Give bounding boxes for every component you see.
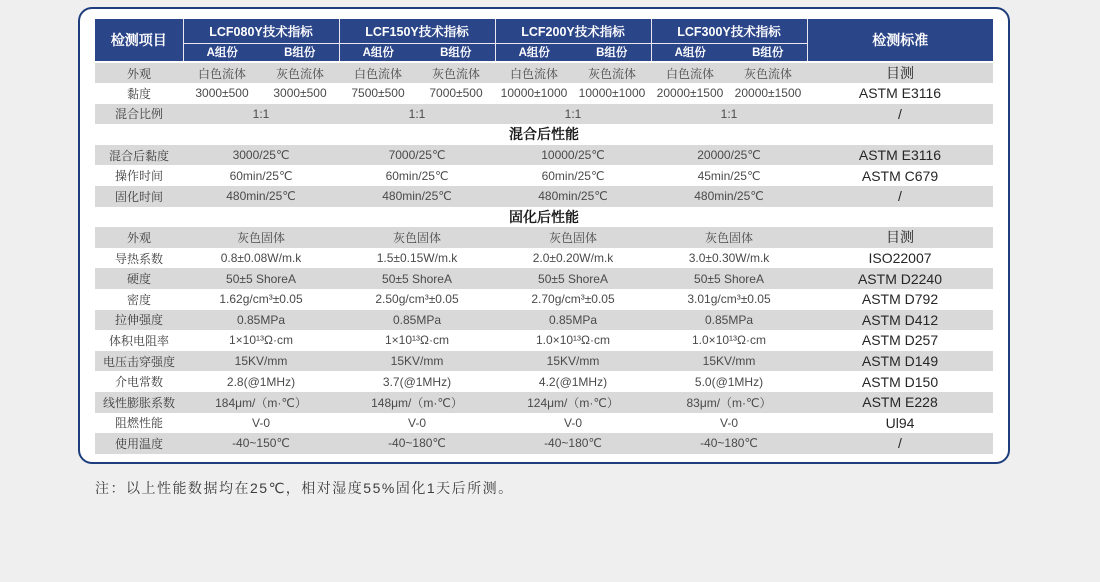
row-label: 外观 xyxy=(95,227,183,248)
table-row-mixed-viscosity xyxy=(95,145,993,166)
cell-value: 0.85MPa xyxy=(339,310,495,331)
cell-value: 7000±500 xyxy=(417,83,495,104)
table-row-viscosity xyxy=(95,83,993,104)
row-label: 线性膨胀系数 xyxy=(95,392,183,413)
table-row-linear-expansion xyxy=(95,392,993,413)
cell-standard: ASTM E3116 xyxy=(807,83,993,104)
cell-standard: ASTM D2240 xyxy=(807,268,993,289)
cell-value: 0.8±0.08W/m.k xyxy=(183,248,339,269)
row-label: 硬度 xyxy=(95,268,183,289)
cell-value: V-0 xyxy=(495,413,651,434)
cell-value: 15KV/mm xyxy=(651,351,807,372)
row-label: 使用温度 xyxy=(95,433,183,454)
cell-value: 白色流体 xyxy=(651,62,729,83)
cell-value: 5.0(@1MHz) xyxy=(651,371,807,392)
spec-card xyxy=(78,7,1010,464)
section-row-mixed-performance xyxy=(95,124,993,145)
cell-value: V-0 xyxy=(651,413,807,434)
row-label: 固化时间 xyxy=(95,186,183,207)
cell-value: 480min/25℃ xyxy=(651,186,807,207)
cell-standard: ASTM E3116 xyxy=(807,145,993,166)
row-label: 介电常数 xyxy=(95,371,183,392)
cell-value: 灰色流体 xyxy=(729,62,807,83)
cell-value: 1:1 xyxy=(339,104,495,125)
cell-standard: ASTM D150 xyxy=(807,371,993,392)
table-body xyxy=(95,62,993,454)
table-row-density xyxy=(95,289,993,310)
cell-standard: Ul94 xyxy=(807,413,993,434)
table-row-hardness xyxy=(95,268,993,289)
cell-value: 60min/25℃ xyxy=(495,165,651,186)
cell-standard: ASTM D149 xyxy=(807,351,993,372)
spec-table xyxy=(95,19,993,454)
cell-value: -40~180℃ xyxy=(495,433,651,454)
cell-standard: ASTM D257 xyxy=(807,330,993,351)
table-row-working-time xyxy=(95,165,993,186)
cell-value: 1.0×10¹³Ω·cm xyxy=(651,330,807,351)
cell-value: -40~180℃ xyxy=(651,433,807,454)
cell-value: 3000/25℃ xyxy=(183,145,339,166)
cell-value: 2.8(@1MHz) xyxy=(183,371,339,392)
cell-value: 1:1 xyxy=(651,104,807,125)
header-group-lcf150y: LCF150Y技术指标 xyxy=(339,19,495,43)
cell-value: 0.85MPa xyxy=(651,310,807,331)
table-row-tensile-strength xyxy=(95,310,993,331)
cell-value: 3000±500 xyxy=(261,83,339,104)
cell-value: 15KV/mm xyxy=(339,351,495,372)
cell-value: 7500±500 xyxy=(339,83,417,104)
header-group-lcf080y: LCF080Y技术指标 xyxy=(183,19,339,43)
cell-value: 2.70g/cm³±0.05 xyxy=(495,289,651,310)
section-title: 固化后性能 xyxy=(95,207,993,228)
cell-standard: 目测 xyxy=(807,62,993,83)
cell-value: 50±5 ShoreA xyxy=(339,268,495,289)
cell-value: 灰色固体 xyxy=(495,227,651,248)
row-label: 导热系数 xyxy=(95,248,183,269)
footnote: 注：以上性能数据均在25℃，相对湿度55%固化1天后所测。 xyxy=(95,480,514,496)
cell-value: 20000±1500 xyxy=(651,83,729,104)
cell-value: 3.01g/cm³±0.05 xyxy=(651,289,807,310)
cell-value: 20000±1500 xyxy=(729,83,807,104)
table-row-dielectric-constant xyxy=(95,371,993,392)
cell-value: 50±5 ShoreA xyxy=(651,268,807,289)
table-row-operating-temperature xyxy=(95,433,993,454)
cell-value: -40~150℃ xyxy=(183,433,339,454)
row-label: 体积电阻率 xyxy=(95,330,183,351)
cell-standard: ISO22007 xyxy=(807,248,993,269)
cell-standard: ASTM E228 xyxy=(807,392,993,413)
row-label: 密度 xyxy=(95,289,183,310)
header-sub-a: A组份 xyxy=(183,43,261,62)
cell-value: 灰色流体 xyxy=(573,62,651,83)
table-row-breakdown-voltage xyxy=(95,351,993,372)
cell-value: 3.7(@1MHz) xyxy=(339,371,495,392)
cell-value: 50±5 ShoreA xyxy=(183,268,339,289)
section-row-cured-performance xyxy=(95,207,993,228)
cell-value: 灰色固体 xyxy=(339,227,495,248)
cell-value: 1.62g/cm³±0.05 xyxy=(183,289,339,310)
table-row-volume-resistivity xyxy=(95,330,993,351)
row-label: 电压击穿强度 xyxy=(95,351,183,372)
cell-value: 148μm/（m·℃） xyxy=(339,392,495,413)
table-row-mix-ratio xyxy=(95,104,993,125)
cell-value: 10000±1000 xyxy=(495,83,573,104)
header-sub-a: A组份 xyxy=(339,43,417,62)
header-sub-a: A组份 xyxy=(651,43,729,62)
cell-value: 4.2(@1MHz) xyxy=(495,371,651,392)
cell-value: V-0 xyxy=(339,413,495,434)
cell-value: 0.85MPa xyxy=(495,310,651,331)
cell-value: 灰色流体 xyxy=(417,62,495,83)
row-label: 阻燃性能 xyxy=(95,413,183,434)
cell-value: 10000/25℃ xyxy=(495,145,651,166)
cell-standard: ASTM C679 xyxy=(807,165,993,186)
cell-value: 1:1 xyxy=(495,104,651,125)
cell-value: 10000±1000 xyxy=(573,83,651,104)
cell-standard: ASTM D412 xyxy=(807,310,993,331)
cell-value: 灰色流体 xyxy=(261,62,339,83)
table-row-appearance xyxy=(95,62,993,83)
cell-value: 20000/25℃ xyxy=(651,145,807,166)
cell-value: 50±5 ShoreA xyxy=(495,268,651,289)
cell-value: 480min/25℃ xyxy=(183,186,339,207)
cell-value: 15KV/mm xyxy=(495,351,651,372)
header-sub-b: B组份 xyxy=(729,43,807,62)
table-row-cured-appearance xyxy=(95,227,993,248)
cell-value: 480min/25℃ xyxy=(495,186,651,207)
table-header xyxy=(95,19,993,62)
header-standard-column: 检测标准 xyxy=(807,19,993,62)
cell-value: 60min/25℃ xyxy=(339,165,495,186)
cell-standard: / xyxy=(807,433,993,454)
cell-value: 白色流体 xyxy=(183,62,261,83)
cell-value: 0.85MPa xyxy=(183,310,339,331)
row-label: 拉伸强度 xyxy=(95,310,183,331)
row-label: 黏度 xyxy=(95,83,183,104)
cell-value: 1×10¹³Ω·cm xyxy=(339,330,495,351)
cell-value: 60min/25℃ xyxy=(183,165,339,186)
header-sub-a: A组份 xyxy=(495,43,573,62)
cell-value: 1:1 xyxy=(183,104,339,125)
cell-value: 3000±500 xyxy=(183,83,261,104)
header-item-column: 检测项目 xyxy=(95,19,183,62)
header-group-lcf200y: LCF200Y技术指标 xyxy=(495,19,651,43)
cell-standard: / xyxy=(807,186,993,207)
cell-value: 白色流体 xyxy=(495,62,573,83)
header-sub-b: B组份 xyxy=(573,43,651,62)
table-row-cure-time xyxy=(95,186,993,207)
cell-value: 45min/25℃ xyxy=(651,165,807,186)
cell-value: 1.0×10¹³Ω·cm xyxy=(495,330,651,351)
row-label: 外观 xyxy=(95,62,183,83)
cell-value: 7000/25℃ xyxy=(339,145,495,166)
cell-value: 83μm/（m·℃） xyxy=(651,392,807,413)
row-label: 操作时间 xyxy=(95,165,183,186)
cell-value: 15KV/mm xyxy=(183,351,339,372)
row-label: 混合后黏度 xyxy=(95,145,183,166)
cell-value: 2.0±0.20W/m.k xyxy=(495,248,651,269)
cell-value: 灰色固体 xyxy=(651,227,807,248)
cell-value: -40~180℃ xyxy=(339,433,495,454)
cell-value: 3.0±0.30W/m.k xyxy=(651,248,807,269)
row-label: 混合比例 xyxy=(95,104,183,125)
table-row-flame-retardancy xyxy=(95,413,993,434)
cell-value: 1×10¹³Ω·cm xyxy=(183,330,339,351)
cell-standard: ASTM D792 xyxy=(807,289,993,310)
cell-value: 白色流体 xyxy=(339,62,417,83)
header-row-groups xyxy=(95,19,993,43)
cell-value: 124μm/（m·℃） xyxy=(495,392,651,413)
cell-value: 灰色固体 xyxy=(183,227,339,248)
header-group-lcf300y: LCF300Y技术指标 xyxy=(651,19,807,43)
cell-value: V-0 xyxy=(183,413,339,434)
table-row-thermal-conductivity xyxy=(95,248,993,269)
header-sub-b: B组份 xyxy=(417,43,495,62)
section-title: 混合后性能 xyxy=(95,124,993,145)
cell-value: 2.50g/cm³±0.05 xyxy=(339,289,495,310)
header-sub-b: B组份 xyxy=(261,43,339,62)
cell-standard: 目测 xyxy=(807,227,993,248)
cell-standard: / xyxy=(807,104,993,125)
cell-value: 480min/25℃ xyxy=(339,186,495,207)
cell-value: 1.5±0.15W/m.k xyxy=(339,248,495,269)
cell-value: 184μm/（m·℃） xyxy=(183,392,339,413)
